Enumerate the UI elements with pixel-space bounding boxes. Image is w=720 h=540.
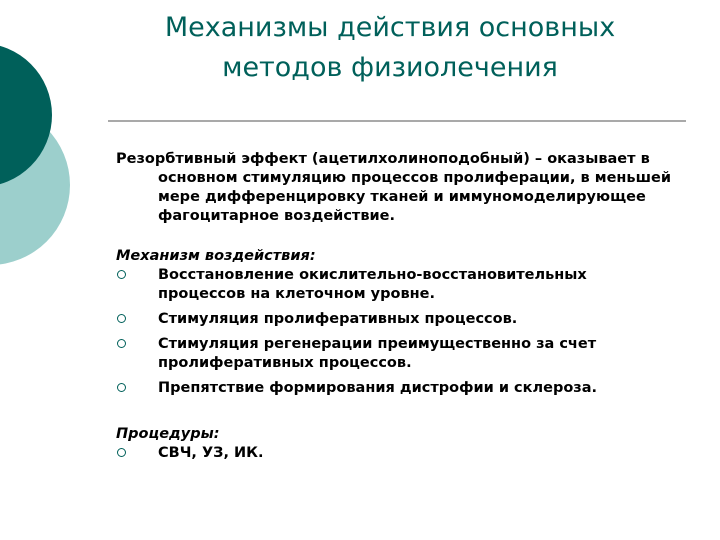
slide-body [116, 150, 676, 469]
list-item [116, 335, 676, 373]
mechanism-heading: Механизм воздействия: [116, 248, 316, 264]
circle-bullet-icon [117, 314, 126, 323]
list-item-text: Восстановление окислительно-восстановительных процессов на клеточном уровне. [158, 267, 587, 302]
procedures-heading: Процедуры: [116, 426, 220, 442]
list-item-text: Стимуляция регенерации преимущественно за счет пролиферативных процессов. [158, 336, 597, 371]
circle-bullet-icon [117, 270, 126, 279]
list-item-text: Стимуляция пролиферативных процессов. [158, 311, 518, 327]
mechanism-list [116, 266, 676, 398]
list-item [116, 379, 676, 398]
circle-bullet-icon [117, 383, 126, 392]
list-item-text: Препятствие формирования дистрофии и склероза. [158, 380, 598, 396]
decorative-circles [0, 0, 120, 300]
list-item-text: СВЧ, УЗ, ИК. [158, 445, 264, 461]
intro-paragraph: Резорбтивный эффект (ацетилхолиноподобный) – оказывает в основном стимуляцию процессов пролиферации, в меньшей мере дифференцировку тканей и иммуномоделирующее фагоцитарное воздействие. [116, 151, 671, 224]
circle-bullet-icon [117, 448, 126, 457]
procedures-list [116, 444, 676, 463]
title-divider [108, 120, 686, 122]
circle-bullet-icon [117, 339, 126, 348]
slide-title: Механизмы действия основных методов физиолечения [164, 12, 616, 83]
list-item [116, 266, 676, 304]
list-item [116, 444, 676, 463]
list-item [116, 310, 676, 329]
